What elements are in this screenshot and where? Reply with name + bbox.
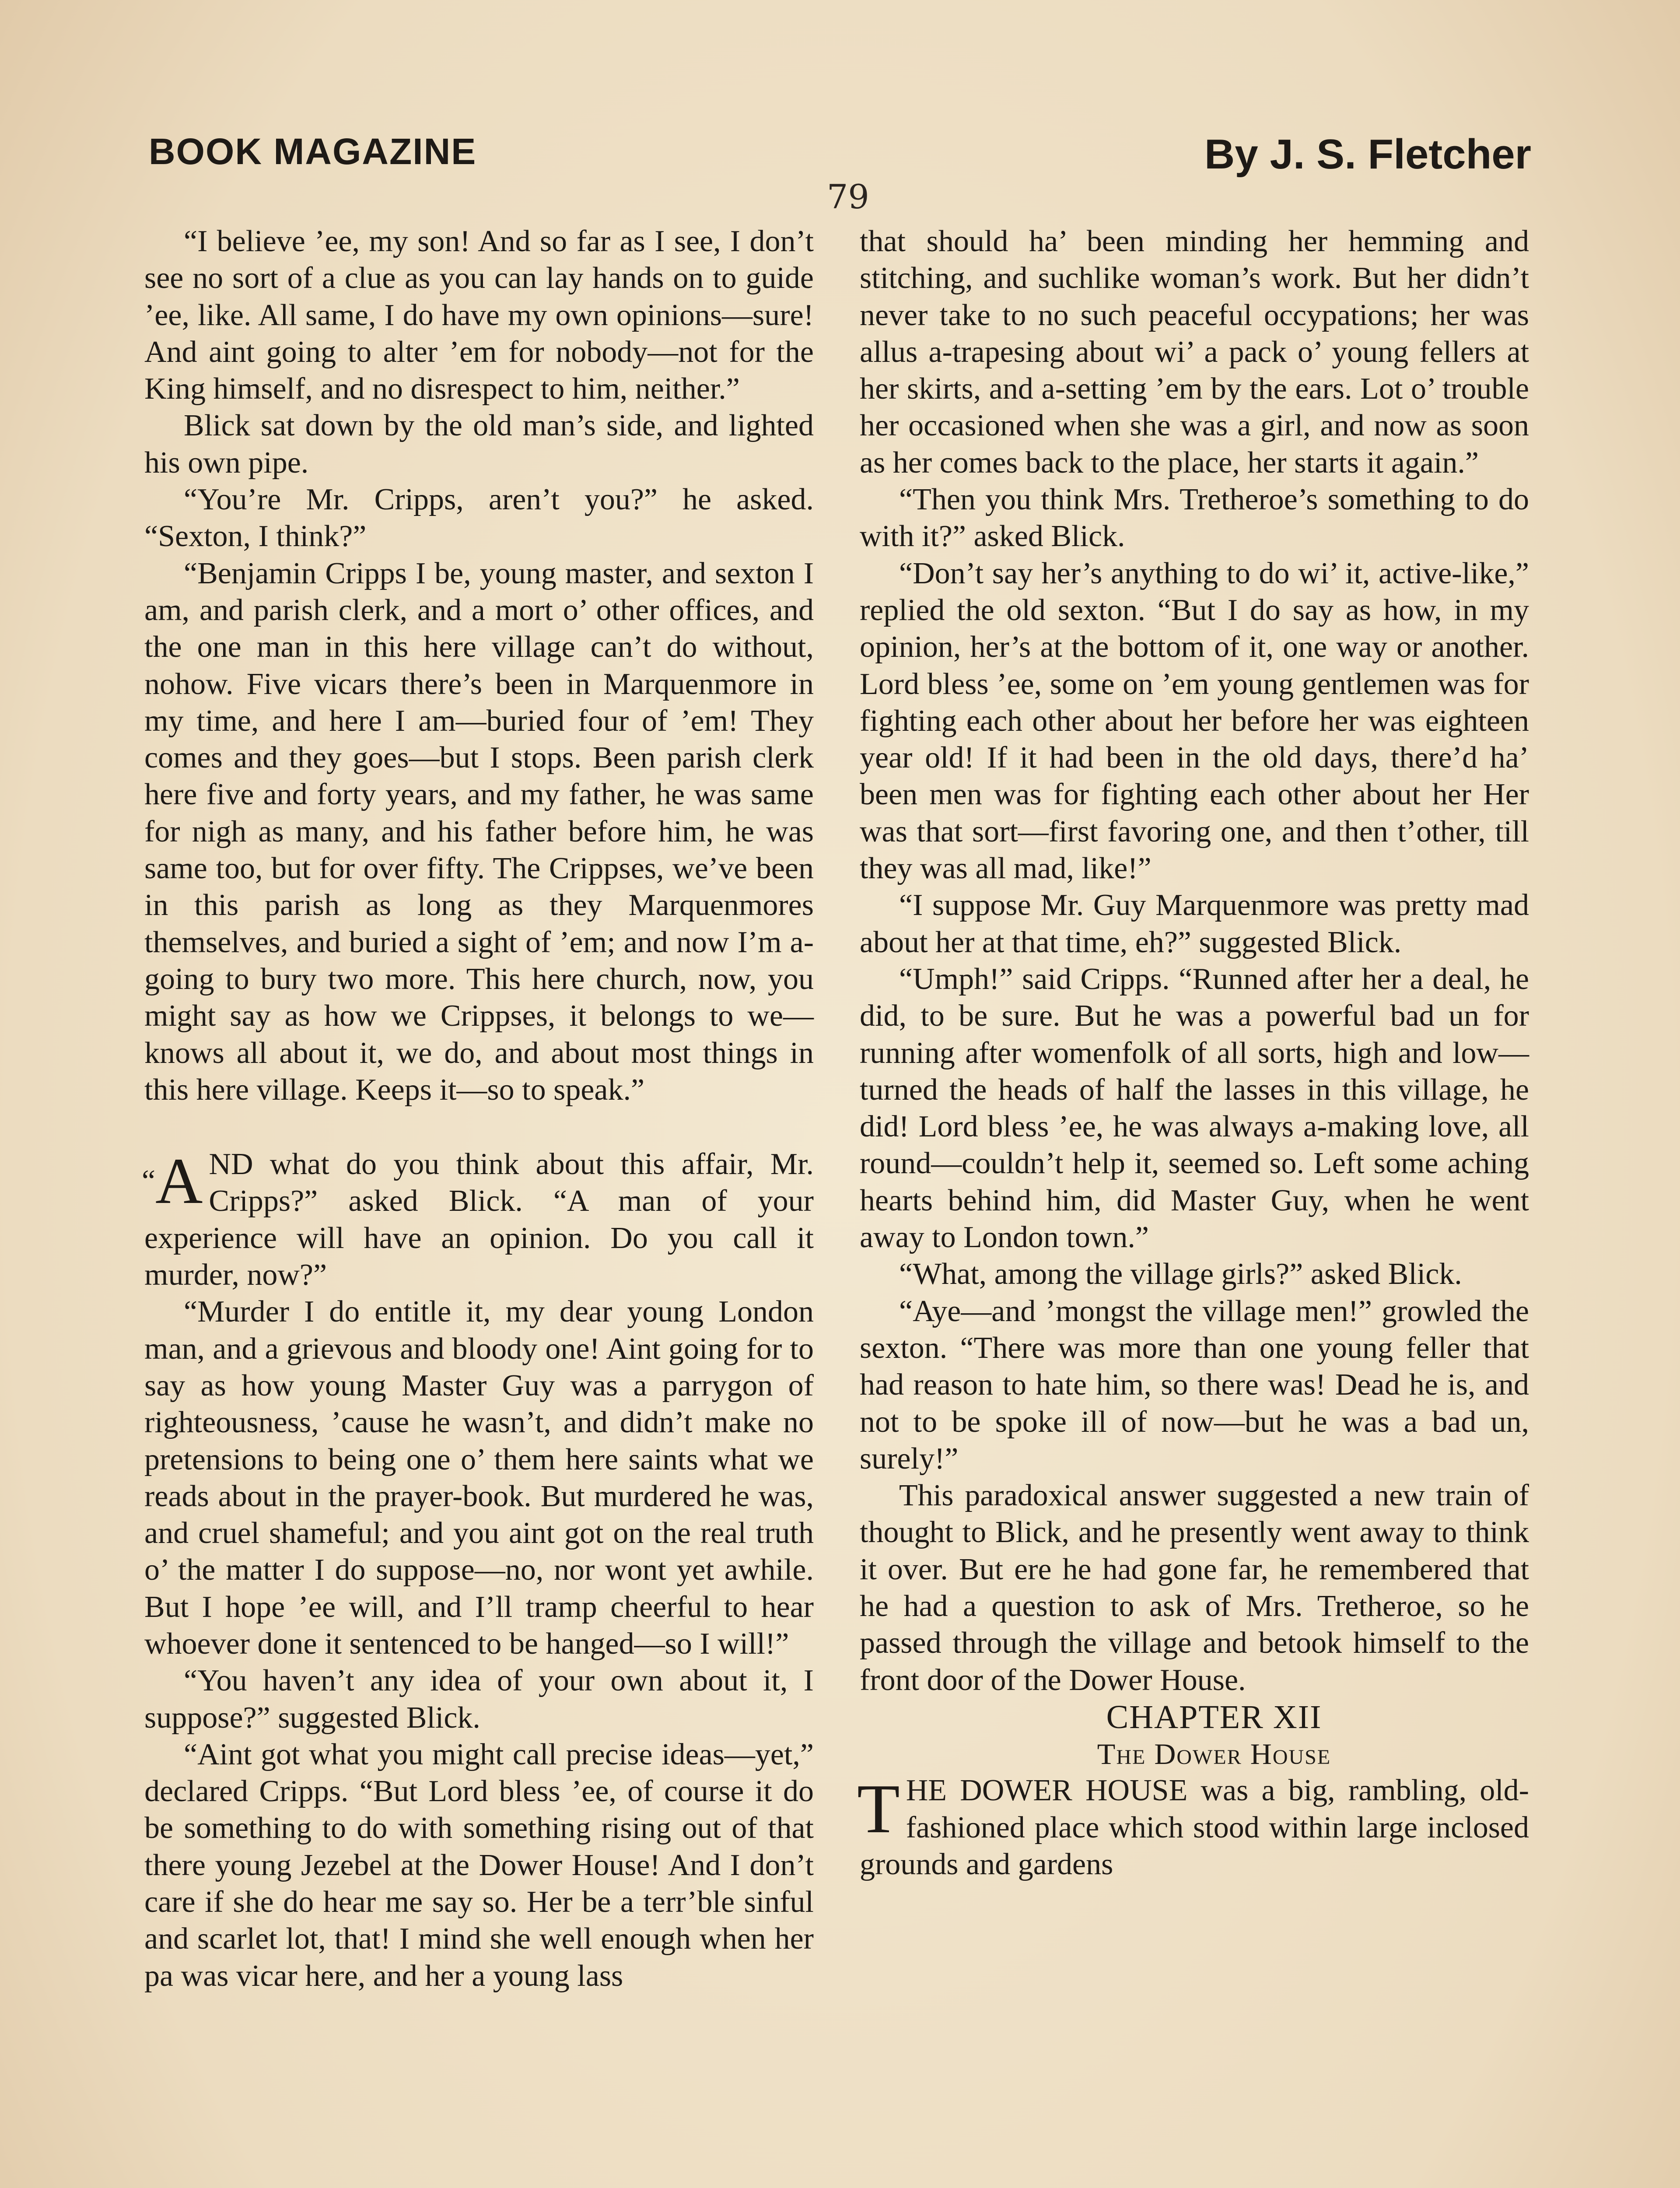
paragraph: “Aye—and ’mongst the village men!” growled the sexton. “There was more than one young feller that had reason to hate him, so there was! Dead he is, and not to be spoke ill of now—but he was a bad un, surely!” (860, 1294, 1529, 1476)
chapter-opening-paragraph (857, 1770, 1529, 1883)
paragraph: “Umph!” said Cripps. “Runned after her a deal, he did, to be sure. But he was a powerful bad un for running after womenfolk of all sorts, high and low—turned the heads of half the lasses in this village, he did! Lord bless ’ee, he was always a-making love, all round—couldn’t help it, seemed so. Left some aching hearts behind him, did Master Guy, when he went away to London town.” (860, 962, 1529, 1255)
drop-cap-letter: A (155, 1145, 203, 1218)
paragraph-text: what do you think about this affair, Mr. Cripps?” asked Blick. “A man of your experience will have an opinion. Do you call it murder, now?” (144, 1147, 814, 1292)
paragraph: “Then you think Mrs. Tretheroe’s something to do with it?” asked Blick. (860, 483, 1529, 554)
paragraph: This paradoxical answer suggested a new train of thought to Blick, and he presently went away to think it over. But ere he had gone far, he remembered that he had a question to ask of Mrs. Tretheroe, so he passed through the village and betook himself to the front door of the Dower House. (860, 1479, 1529, 1697)
author-byline: By J. S. Fletcher (1204, 131, 1531, 178)
page-number: 79 (827, 177, 869, 216)
chapter-title: The Dower House (1097, 1737, 1331, 1771)
paragraph: that should ha’ been minding her hemming and stitching, and suchlike woman’s work. But her didn’t never take to no such peaceful occypations; her was allus a-trapesing about wi’ a pack o’ young fellers at her skirts, and a-setting ’em by the ears. Lot o’ trouble her occasioned when she was a girl, and now as soon as her comes back to the place, her starts it again.” (860, 224, 1529, 480)
paragraph: Blick sat down by the old man’s side, and lighted his own pipe. (144, 409, 814, 480)
left-column (144, 223, 814, 1995)
paragraph: “Don’t say her’s anything to do wi’ it, active-like,” replied the old sexton. “But I do say as how, in my opinion, her’s at the bottom of it, one way or another. Lord bless ’ee, some on ’em young gentlemen was for fighting each other about her before her was eighteen year old! If it had been in the old days, there’d ha’ been men was for fighting each other about her Her was that sort—first favoring one, and then t’other, till they was all mad, like!” (860, 556, 1529, 886)
lead-in-text: ND (209, 1147, 253, 1182)
drop-cap (142, 1145, 203, 1218)
paragraph-text: was a big, rambling, old-fashioned place which stood within large inclosed grounds and gardens (860, 1774, 1529, 1882)
drop-cap-letter: T (857, 1770, 900, 1848)
paragraph: “You haven’t any idea of your own about it, I suppose?” suggested Blick. (144, 1664, 814, 1735)
paragraph: “Benjamin Cripps I be, young master, and sexton I am, and parish clerk, and a mort o’ other offices, and the one man in this here village can’t do without, nohow. Five vicars there’s been in Marquenmore in my time, and here I am—buried four of ’em! They comes and they goes—but I stops. Been parish clerk here five and forty years, and my father, he was same for nigh as many, and his father before him, he was same too, but for over fifty. The Crippses, we’ve been in this parish as long as they Marquenmores themselves, and buried a sight of ’em; and now I’m a-going to bury two more. This here church, now, you might say as how we Crippses, it belongs to we—knows all about it, we do, and about most things in this here village. Keeps it—so to speak.” (144, 556, 814, 1107)
paragraph: “Murder I do entitle it, my dear young London man, and a grievous and bloody one! Aint going for to say as how young Master Guy was a parrygon of righteousness, ’cause he wasn’t, and didn’t make no pretensions to being one o’ them here saints what we reads about in the prayer-book. But murdered he was, and cruel shameful; and you aint got on the real truth o’ the matter I do suppose—no, nor wont yet awhile. But I hope ’ee will, and I’ll tramp cheerful to hear whoever done it sentenced to be hanged—so I will!” (144, 1295, 814, 1661)
right-column (857, 223, 1529, 1883)
paragraph: “I believe ’ee, my son! And so far as I see, I don’t see no sort of a clue as you can lay hands on to guide ’ee, like. All same, I do have my own opinions—sure! And aint going to alter ’em for nobody—not for the King himself, and no disrespect to him, neither.” (144, 224, 814, 406)
dropcap-paragraph (144, 1146, 814, 1294)
paragraph: “Aint got what you might call precise ideas—yet,” declared Cripps. “But Lord bless ’ee, of course it do be something to do with something rising out of that there young Jezebel at the Dower House! And I don’t care if she do hear me say so. Her be a terr’ble sinful and scarlet lot, that! I mind she well enough when her pa was vicar here, and her a young lass (144, 1737, 814, 1993)
paragraph: “What, among the village girls?” asked Blick. (899, 1257, 1462, 1291)
drop-cap-quote: “ (142, 1164, 156, 1198)
paragraph: “I suppose Mr. Guy Marquenmore was pretty mad about her at that time, eh?” suggested Blick. (860, 888, 1529, 959)
lead-in-text: HE DOWER HOUSE (906, 1774, 1188, 1808)
magazine-title: BOOK MAGAZINE (149, 131, 477, 172)
paragraph: “You’re Mr. Cripps, aren’t you?” he asked. “Sexton, I think?” (144, 483, 814, 554)
chapter-heading: CHAPTER XII (1106, 1698, 1322, 1736)
